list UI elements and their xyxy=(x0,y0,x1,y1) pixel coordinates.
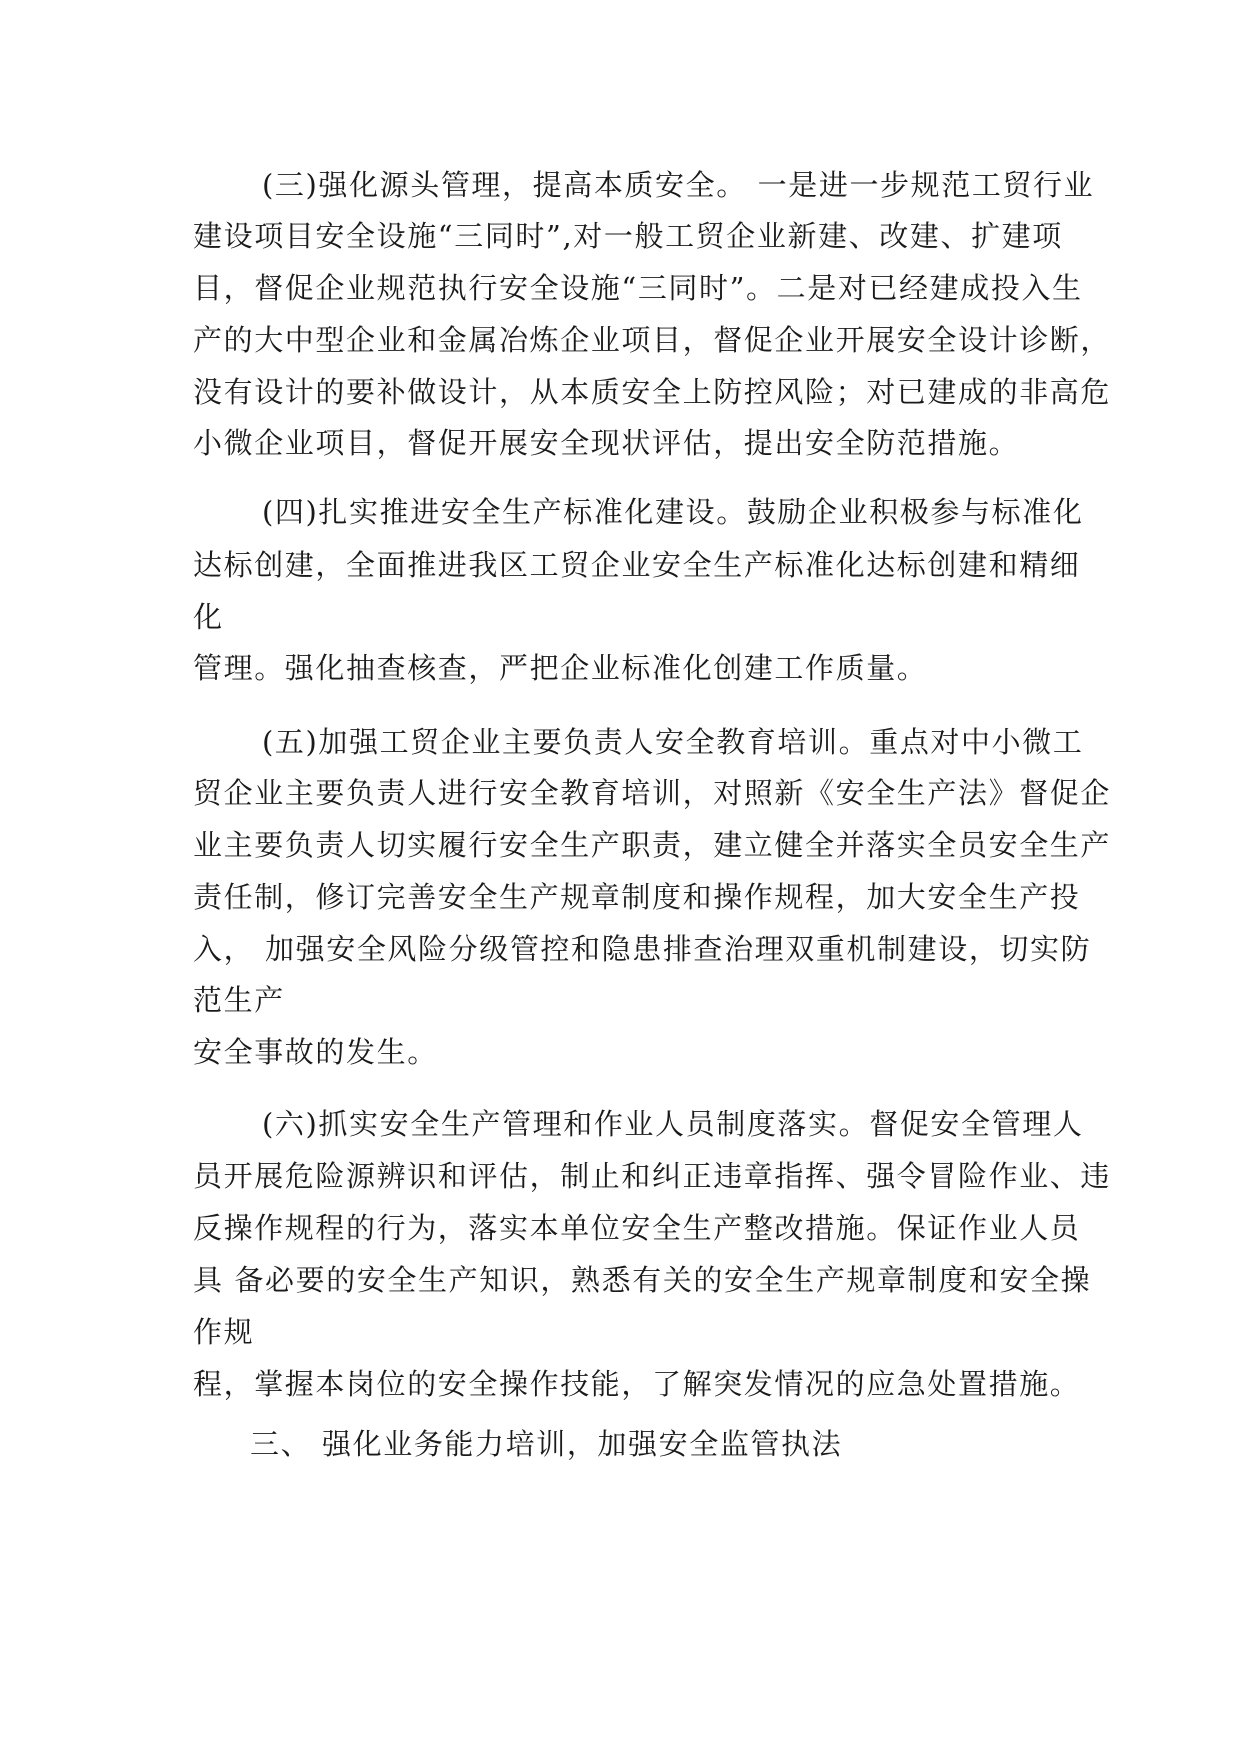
paragraph-6-line-3: 反操作规程的行为，落实本单位安全生产整改措施。保证作业人员 xyxy=(193,1211,1081,1245)
paragraph-5-line-2: 贸企业主要负责人进行安全教育培训，对照新《安全生产法》督促企 xyxy=(193,776,1112,810)
paragraph-4-line-4: 管理。强化抽查核查，严把企业标准化创建工作质量。 xyxy=(193,651,928,685)
paragraph-6-line-1: (六)抓实安全生产管理和作业人员制度落实。督促安全管理人 xyxy=(262,1107,1084,1141)
paragraph-3-line-2: 建设项目安全设施“三同时”,对一般工贸企业新建、改建、扩建项 xyxy=(193,219,1063,253)
paragraph-6-line-2: 员开展危险源辨识和评估，制止和纠正违章指挥、强令冒险作业、违 xyxy=(193,1159,1112,1193)
paragraph-3-line-4: 产的大中型企业和金属冶炼企业项目，督促企业开展安全设计诊断， xyxy=(193,323,1112,357)
paragraph-6-line-5: 作规 xyxy=(193,1315,255,1349)
paragraph-5-line-1: (五)加强工贸企业主要负责人安全教育培训。重点对中小微工 xyxy=(262,725,1084,759)
paragraph-4-line-2: 达标创建，全面推进我区工贸企业安全生产标准化达标创建和精细 xyxy=(193,548,1081,582)
paragraph-3-line-5: 没有设计的要补做设计，从本质安全上防控风险；对已建成的非高危 xyxy=(193,375,1112,409)
paragraph-6-line-4: 具 备必要的安全生产知识，熟悉有关的安全生产规章制度和安全操 xyxy=(193,1263,1092,1297)
paragraph-5-line-4: 责任制，修订完善安全生产规章制度和操作规程，加大安全生产投 xyxy=(193,880,1081,914)
paragraph-5-line-6: 范生产 xyxy=(193,983,285,1017)
paragraph-3-line-6: 小微企业项目，督促开展安全现状评估，提出安全防范措施。 xyxy=(193,426,1020,460)
paragraph-5-line-7: 安全事故的发生。 xyxy=(193,1035,438,1069)
paragraph-4-line-3: 化 xyxy=(193,600,224,634)
paragraph-4-line-1: (四)扎实推进安全生产标准化建设。鼓励企业积极参与标准化 xyxy=(262,495,1084,529)
paragraph-5-line-5: 入， 加强安全风险分级管控和隐患排查治理双重机制建设，切实防 xyxy=(193,932,1092,966)
paragraph-5-line-3: 业主要负责人切实履行安全生产职责，建立健全并落实全员安全生产 xyxy=(193,828,1112,862)
paragraph-3-line-1: (三)强化源头管理，提高本质安全。 一是进一步规范工贸行业 xyxy=(262,168,1095,202)
paragraph-3-line-3: 目，督促企业规范执行安全设施“三同时”。二是对已经建成投入生 xyxy=(193,271,1083,305)
paragraph-6-line-6: 程，掌握本岗位的安全操作技能，了解突发情况的应急处置措施。 xyxy=(193,1367,1081,1401)
section-heading-3: 三、 强化业务能力培训，加强安全监管执法 xyxy=(250,1427,843,1461)
